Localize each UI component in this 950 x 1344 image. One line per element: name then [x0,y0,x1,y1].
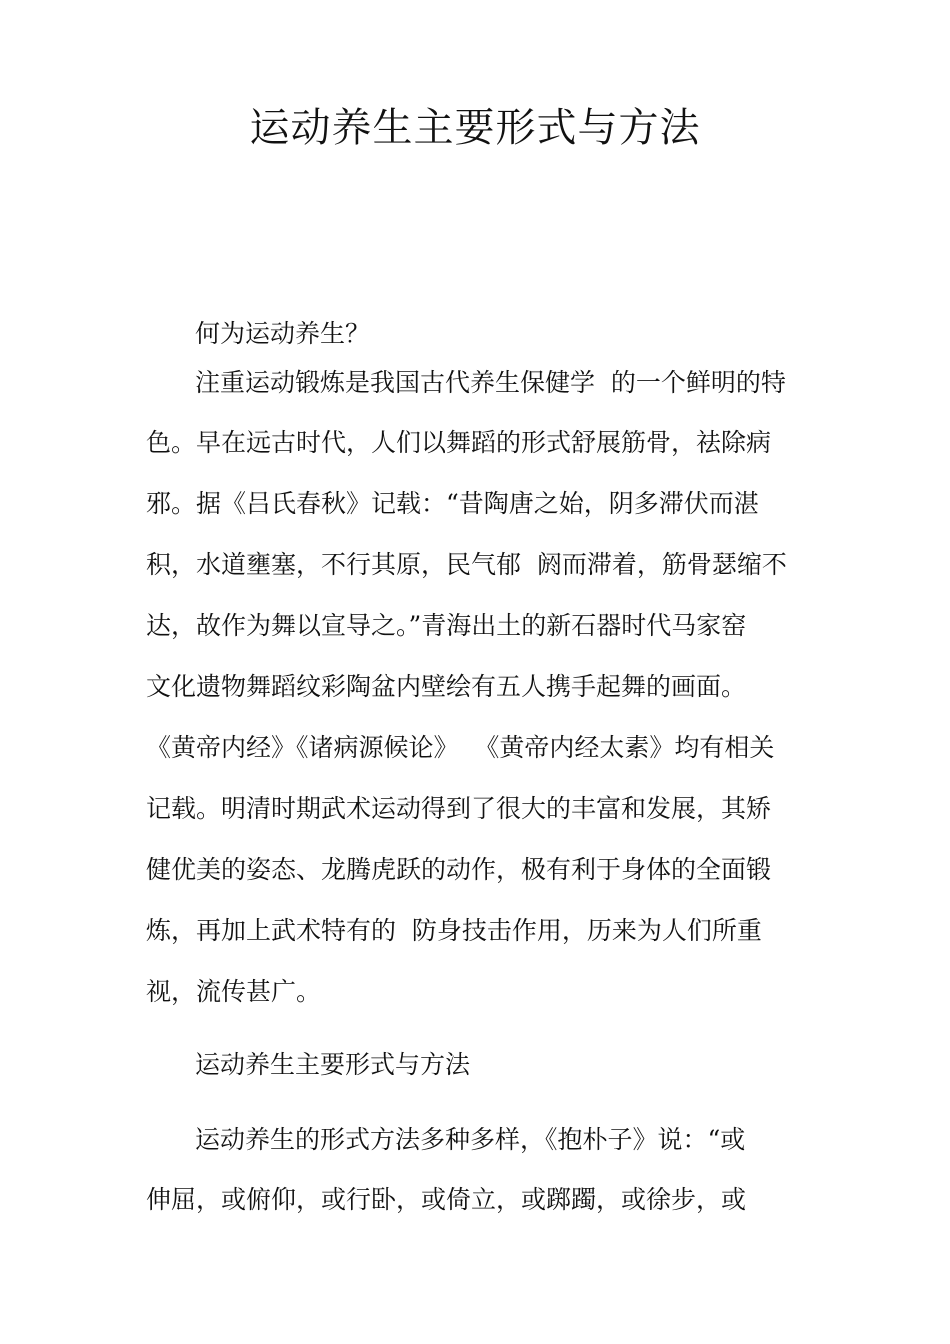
section-heading-what-is-exercise-health: 何为运动养生？ [195,319,371,348]
paragraph-line: 邪。据《吕氏春秋》记载：“昔陶唐之始，阴多滞伏而湛 [146,489,759,518]
paragraph-line: 炼，再加上武术特有的 防身技击作用，历来为人们所重 [146,916,762,945]
paragraph-line: 文化遗物舞蹈纹彩陶盆内壁绘有五人携手起舞的画面。 [146,672,747,701]
paragraph-line: 健优美的姿态、龙腾虎跃的动作，极有利于身体的全面锻 [146,855,772,884]
section-heading-forms-and-methods: 运动养生主要形式与方法 [195,1050,471,1079]
paragraph-line: 《黄帝内经》《诸病源候论》 《黄帝内经太素》均有相关 [146,733,775,762]
paragraph-line: 运动养生的形式方法多种多样，《抱朴子》说：“或 [195,1125,746,1154]
paragraph-line: 注重运动锻炼是我国古代养生保健学 的一个鲜明的特 [195,368,786,397]
paragraph-line: 伸屈，或俯仰，或行卧，或倚立，或踯躅，或徐步，或 [146,1185,747,1214]
paragraph-line: 积，水道壅塞，不行其原，民气郁 阏而滞着，筋骨瑟缩不 [146,550,787,579]
paragraph-line: 达，故作为舞以宣导之。”青海出土的新石器时代马家窑 [146,611,747,640]
paragraph-line: 视，流传甚广。 [146,977,322,1006]
paragraph-line: 记载。明清时期武术运动得到了很大的丰富和发展，其矫 [146,794,772,823]
document-title: 运动养生主要形式与方法 [249,105,701,151]
paragraph-line: 色。早在远古时代，人们以舞蹈的形式舒展筋骨，祛除病 [146,428,772,457]
